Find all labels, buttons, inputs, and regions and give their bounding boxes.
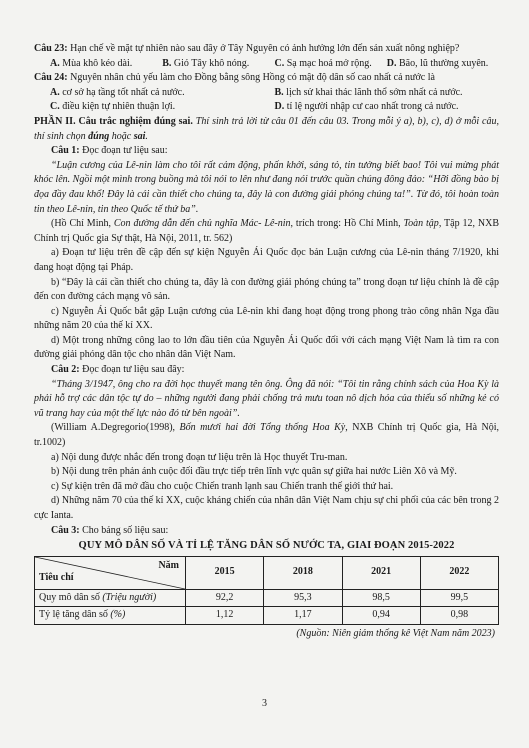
table-row: [35, 589, 499, 607]
c1-quote: “Luận cương của Lê-nin làm cho tôi rất cảm động, phấn khởi, sáng tỏ, tin tưởng biết bao! Tôi vui mừng phát khóc lên. Ngồi một mình trong buồng mà tôi nói to lên như đang nói trước quần chúng đông đảo: “Hỡi đồng bào bị đọa đầy đau khổ! Đây là cái cần thiết cho chúng ta, đây là con đường giải phóng chúng ta!”. Từ đó, tôi hoàn toàn tin theo Lê-nin, tin theo Quốc tế thứ ba”.: [34, 159, 499, 215]
table-source: (Nguồn: Niên giám thống kê Việt Nam năm 2023): [296, 627, 495, 639]
table-cell: 1,17: [264, 607, 342, 625]
c2-quote: “Tháng 3/1947, ông cho ra đời học thuyết mang tên ông. Ông đã nói: “Tôi tin rằng chính sách của Hoa Kỳ là phải hỗ trợ các dân tộc tự do – những người đang phải chống trả mưu toan nô dịch hóa của thiểu số những kẻ có vũ trang hay của một thế lực nào đó từ bên ngoài”.: [34, 378, 499, 419]
option-d[interactable]: D. tỉ lệ người nhập cư cao nhất trong cả nước.: [274, 101, 459, 113]
option-c[interactable]: C. Sạ mạc hoá mở rộng.: [274, 57, 372, 69]
c1-source: (Hồ Chí Minh, Con đường dẫn đến chủ nghĩa Mác- Lê-nin, trích trong: Hồ Chí Minh, Toàn tập, Tập 12, NXB Chính trị Quốc gia Sự thật, Hà Nội, 2011, tr. 562): [34, 218, 499, 244]
row-label: Tỷ lệ tăng dân số (%): [35, 607, 186, 625]
table-row: [35, 607, 499, 625]
question-24: [34, 71, 499, 86]
table-header-cell: 2022: [420, 556, 498, 589]
c2-item-d[interactable]: d) Những năm 70 của thế kỉ XX, cuộc kháng chiến của nhân dân Việt Nam chịu sự chi phối của các bên trong 2 cực Ianta.: [34, 495, 499, 521]
data-table: [34, 556, 499, 625]
c2-item-b[interactable]: b) Nội dung trên phản ánh cuộc đối đầu trực tiếp trên lĩnh vực quân sự giữa hai nước Liên Xô và Mỹ.: [51, 466, 457, 478]
c2-item-a[interactable]: a) Nội dung được nhắc đến trong đoạn tư liệu trên là Học thuyết Tru-man.: [51, 451, 348, 463]
part2-heading: PHẦN II. Câu trắc nghiệm đúng sai. Thí sinh trả lời từ câu 01 đến câu 03. Trong mỗi ý a), b), c), d) ở mỗi câu, thí sinh chọn đúng hoặc sai.: [34, 115, 499, 142]
c2-source: (William A.Degregorio(1998), Bốn mươi hai đời Tổng thống Hoa Kỳ, NXB Chính trị Quốc gia, Hà Nội, tr.1002): [34, 422, 499, 449]
question-23: [34, 42, 499, 57]
table-cell: 99,5: [420, 589, 498, 607]
table-title: QUY MÔ DÂN SỐ VÀ TỈ LỆ TĂNG DÂN SỐ NƯỚC TA, GIAI ĐOẠN 2015-2022: [78, 540, 455, 552]
table-cell: 98,5: [342, 589, 420, 607]
c1-item-b[interactable]: b) “Đây là cái cần thiết cho chúng ta, đây là con đường giải phóng chúng ta” trong đoạn tư liệu chính là đề cập đến con đường cách mạng vô sản.: [34, 276, 499, 303]
part-title: PHẦN II. Câu trắc nghiệm đúng sai.: [34, 115, 193, 127]
page-number: 3: [262, 698, 267, 709]
question-label: Câu 24:: [34, 72, 68, 84]
table-header-row: [35, 556, 499, 589]
c1-item-a[interactable]: a) Đoạn tư liệu trên đề cập đến sự kiện Nguyễn Ái Quốc đọc bản Luận cương của Lê-nin tháng 7/1920, khi đang hoạt động tại Pháp.: [34, 247, 499, 273]
option-a[interactable]: A. Mùa khô kéo dài.: [50, 57, 133, 69]
q24-options-row2: [34, 100, 499, 115]
c1-item-c[interactable]: c) Nguyễn Ái Quốc bắt gặp Luận cương của Lê-nin khi đang hoạt động trong phong trào công nhân Nga đầu những năm 20 của thế kỉ XX.: [34, 305, 499, 332]
q23-options: [34, 57, 499, 72]
table-header-cell: 2021: [342, 556, 420, 589]
table-corner-cell: [35, 556, 186, 589]
row-label: Quy mô dân số (Triệu người): [35, 589, 186, 607]
table-header-cell: 2018: [264, 556, 342, 589]
table-cell: 95,3: [264, 589, 342, 607]
c2-intro: Câu 2: Đọc đoạn tư liệu sau đây:: [51, 364, 185, 376]
corner-year-label: Năm: [158, 559, 179, 571]
q24-options-row1: [34, 86, 499, 101]
option-c[interactable]: C. điều kiện tự nhiên thuận lợi.: [50, 101, 176, 113]
table-header-cell: 2015: [186, 556, 264, 589]
question-text: Hạn chế về mặt tự nhiên nào sau đây ở Tây Nguyên có ảnh hưởng lớn đến sản xuất nông nghiệp?: [67, 43, 460, 54]
table-cell: 92,2: [186, 589, 264, 607]
c2-item-c[interactable]: c) Sự kiện trên đã mở đầu cho cuộc Chiến tranh lạnh sau Chiến tranh thế giới thứ hai.: [51, 480, 394, 492]
option-b[interactable]: B. Gió Tây khô nóng.: [162, 57, 250, 69]
table-cell: 1,12: [186, 607, 264, 625]
question-text: Nguyên nhân chủ yếu làm cho Đồng bằng sông Hồng có mật độ dân số cao nhất cả nước là: [67, 72, 435, 84]
corner-criteria-label: Tiêu chí: [39, 572, 74, 584]
option-a[interactable]: A. cơ sở hạ tầng tốt nhất cả nước.: [50, 86, 185, 98]
c3-intro: Câu 3: Cho bảng số liệu sau:: [51, 524, 169, 536]
question-label: Câu 23:: [34, 43, 68, 54]
c1-intro: Câu 1: Đọc đoạn tư liệu sau:: [51, 145, 168, 157]
table-cell: 0,98: [420, 607, 498, 625]
table-cell: 0,94: [342, 607, 420, 625]
c1-item-d[interactable]: d) Một trong những công lao to lớn đầu tiên của Nguyễn Ái Quốc đối với cách mạng Việt Nam là tìm ra con đường giải phóng dân tộc cho nhân dân Việt Nam.: [34, 334, 499, 361]
option-b[interactable]: B. lịch sử khai thác lãnh thổ sớm nhất cả nước.: [274, 86, 463, 98]
option-d[interactable]: D. Bão, lũ thường xuyên.: [386, 57, 489, 69]
